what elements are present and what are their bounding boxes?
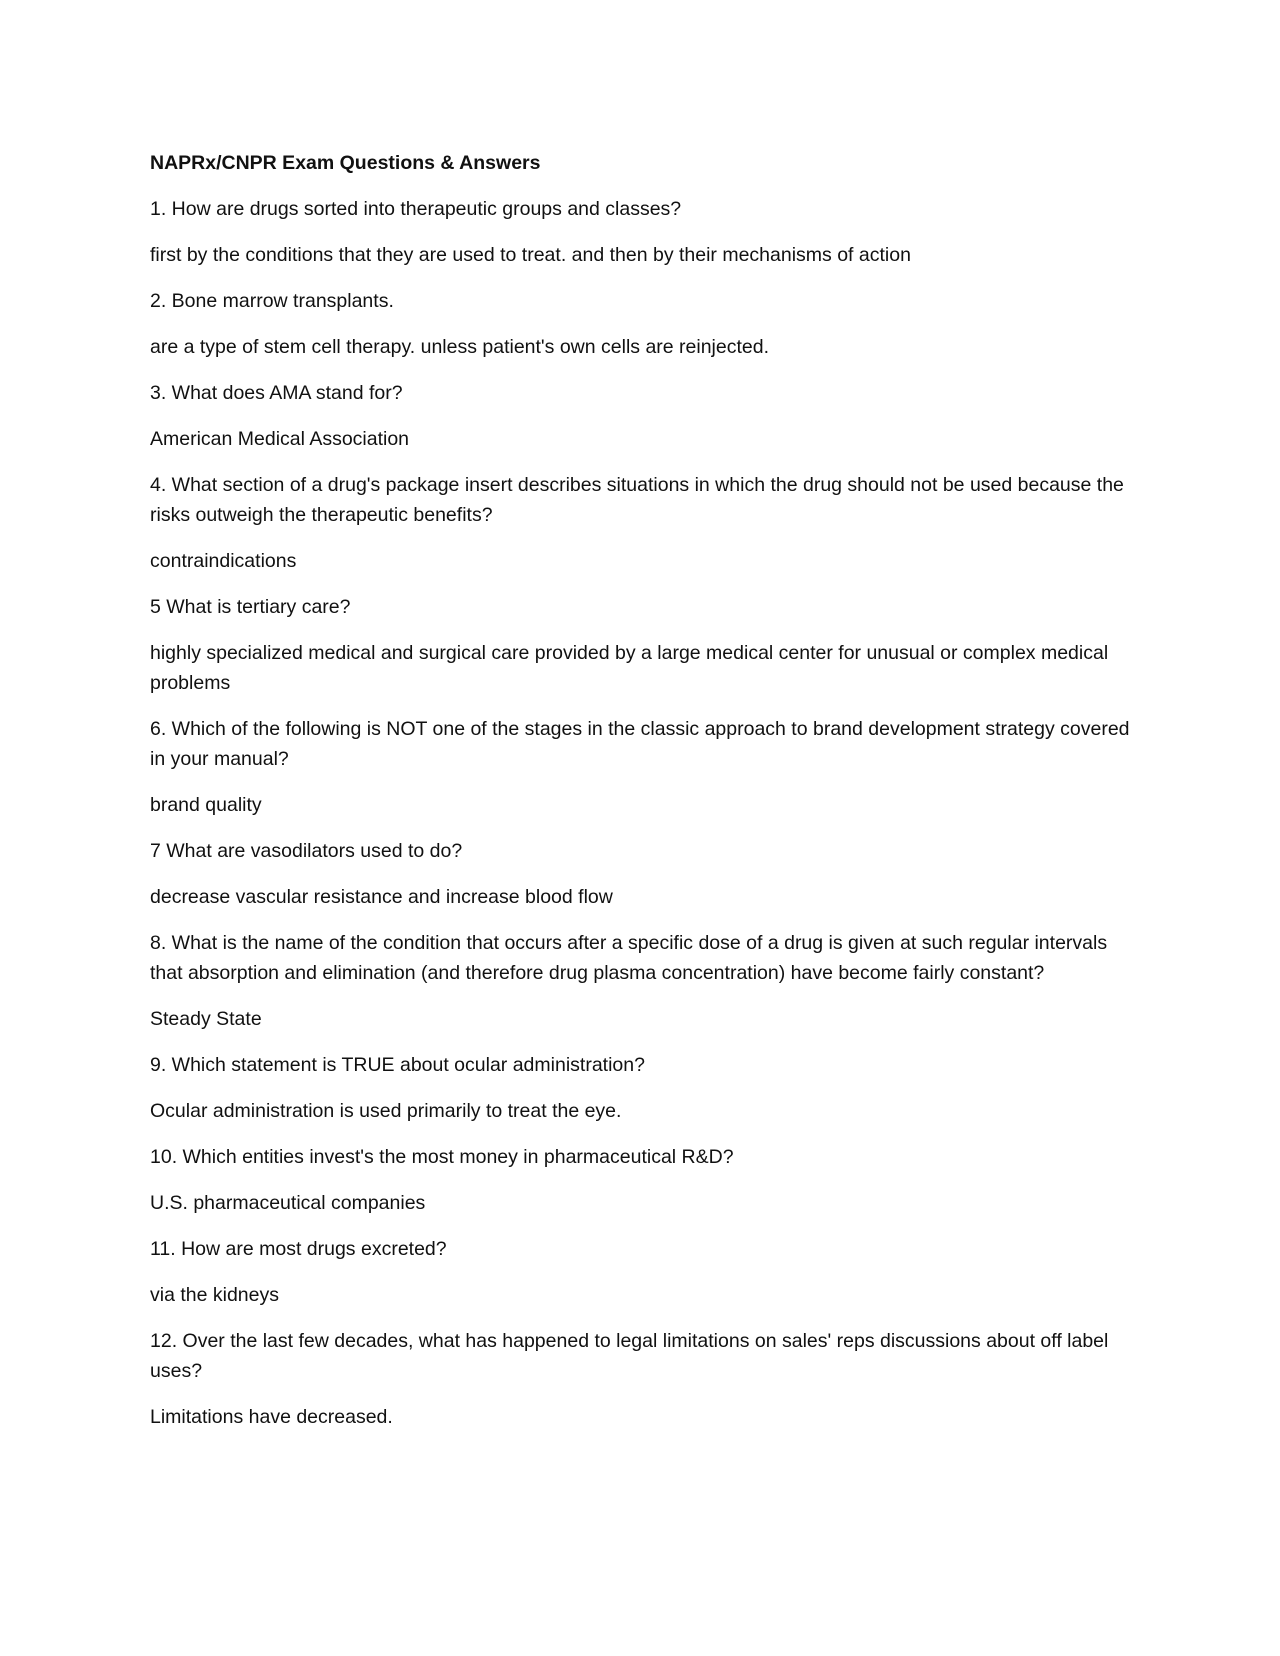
question-6: 6. Which of the following is NOT one of the stages in the classic approach to brand development strategy covered in your manual? [150,718,1130,770]
answer-7: decrease vascular resistance and increase blood flow [150,886,613,908]
answer-2: are a type of stem cell therapy. unless patient's own cells are reinjected. [150,336,770,358]
question-3: 3. What does AMA stand for? [150,382,403,404]
question-1: 1. How are drugs sorted into therapeutic groups and classes? [150,198,682,220]
answer-12: Limitations have decreased. [150,1406,393,1428]
question-11: 11. How are most drugs excreted? [150,1238,447,1260]
answer-1: first by the conditions that they are used to treat. and then by their mechanisms of action [150,244,911,266]
question-7: 7 What are vasodilators used to do? [150,840,463,862]
answer-5: highly specialized medical and surgical care provided by a large medical center for unusual or complex medical problems [150,642,1109,694]
answer-6: brand quality [150,794,262,816]
answer-3: American Medical Association [150,428,410,450]
answer-11: via the kidneys [150,1284,279,1306]
question-9: 9. Which statement is TRUE about ocular administration? [150,1054,645,1076]
answer-8: Steady State [150,1008,262,1030]
question-5: 5 What is tertiary care? [150,596,351,618]
question-8: 8. What is the name of the condition that occurs after a specific dose of a drug is given at such regular intervals that absorption and elimination (and therefore drug plasma concentration) have become fairly constant? [150,932,1108,984]
question-10: 10. Which entities invest's the most money in pharmaceutical R&D? [150,1146,734,1168]
question-2: 2. Bone marrow transplants. [150,290,394,312]
question-4: 4. What section of a drug's package insert describes situations in which the drug should not be used because the risks outweigh the therapeutic benefits? [150,474,1124,526]
answer-4: contraindications [150,550,297,572]
answer-9: Ocular administration is used primarily to treat the eye. [150,1100,622,1122]
document-title: NAPRx/CNPR Exam Questions & Answers [150,152,541,174]
answer-10: U.S. pharmaceutical companies [150,1192,426,1214]
document-page [150,148,1130,1448]
question-12: 12. Over the last few decades, what has happened to legal limitations on sales' reps discussions about off label uses? [150,1330,1109,1382]
